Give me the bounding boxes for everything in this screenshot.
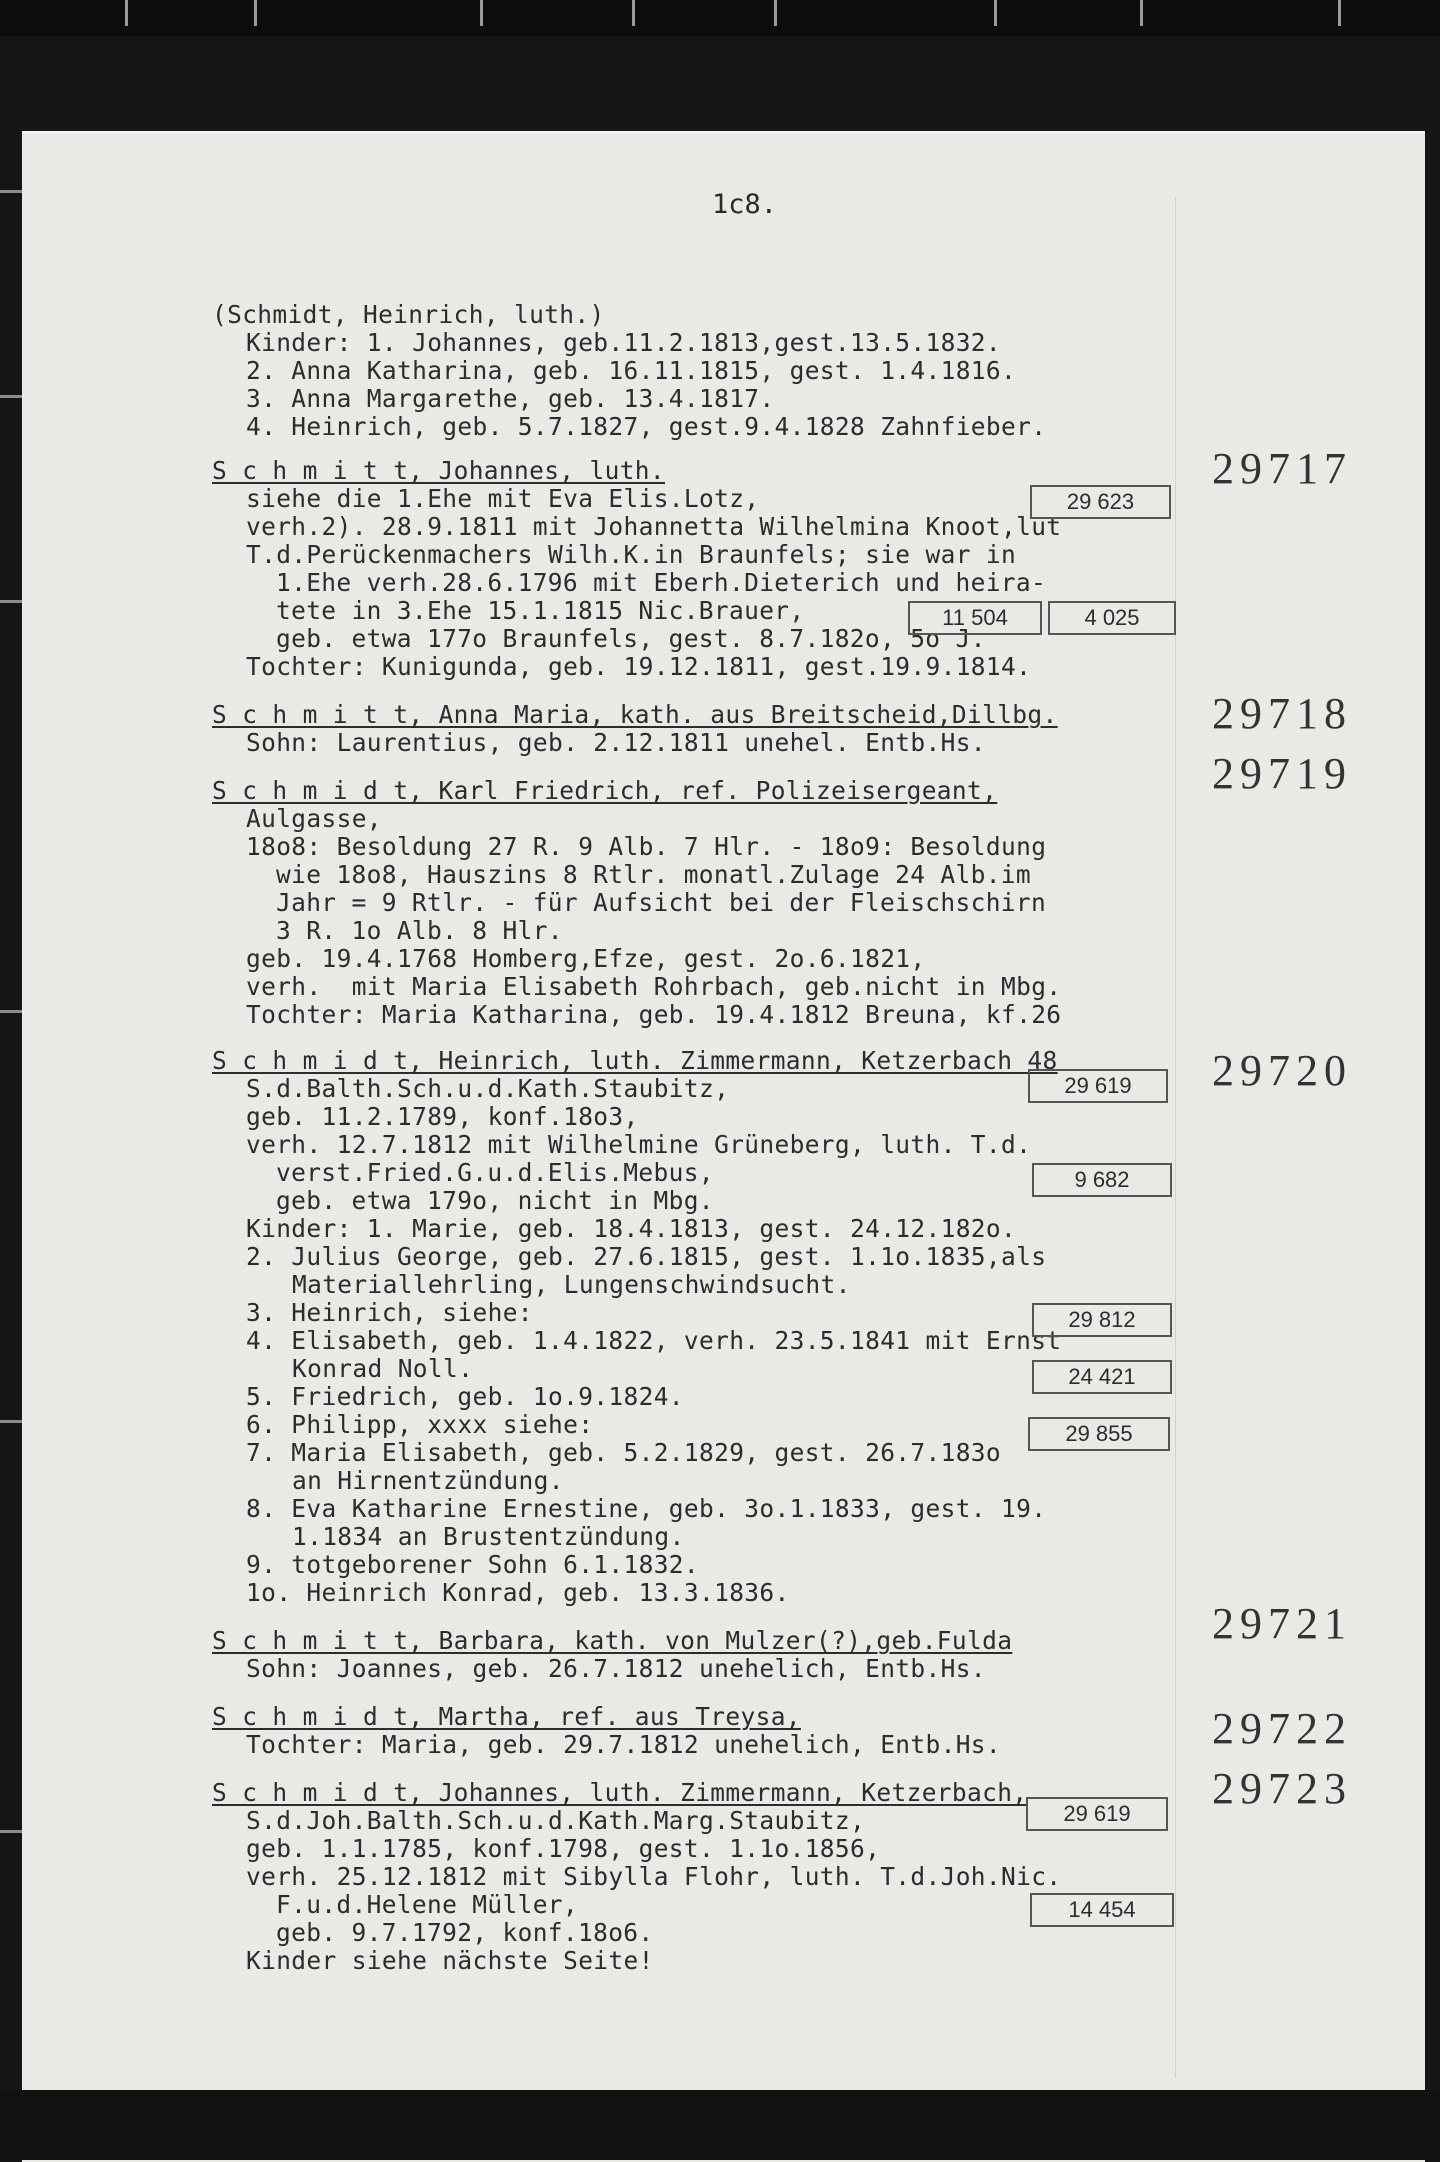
text-line: Konrad Noll. <box>292 1354 474 1383</box>
film-tick <box>774 0 777 26</box>
record-card <box>22 131 1425 2162</box>
film-tick <box>1338 0 1341 26</box>
film-tick <box>480 0 483 26</box>
text-line: 3. Anna Margarethe, geb. 13.4.1817. <box>246 384 775 413</box>
text-line: 7. Maria Elisabeth, geb. 5.2.1829, gest. 26.7.183o <box>246 1438 1002 1467</box>
record-number: 29719 <box>1212 749 1352 798</box>
cross-reference-box: 24 421 <box>1032 1360 1172 1394</box>
entry-heading: S c h m i t t, Johannes, luth. <box>212 456 666 485</box>
film-tick <box>125 0 128 26</box>
entry-heading: S c h m i d t, Karl Friedrich, ref. Polizeisergeant, <box>212 776 998 805</box>
text-line: Kinder: 1. Marie, geb. 18.4.1813, gest. 24.12.182o. <box>246 1214 1017 1243</box>
text-line: tete in 3.Ehe 15.1.1815 Nic.Brauer, <box>276 596 805 625</box>
text-line: geb. 9.7.1792, konf.18o6. <box>276 1918 654 1947</box>
text-line: 2. Julius George, geb. 27.6.1815, gest. 1.1o.1835,als <box>246 1242 1047 1271</box>
entry-heading: S c h m i d t, Heinrich, luth. Zimmermann, Ketzerbach 48 <box>212 1046 1058 1075</box>
record-number: 29717 <box>1212 444 1352 493</box>
text-line: T.d.Perückenmachers Wilh.K.in Braunfels; sie war in <box>246 540 1017 569</box>
text-line: Tochter: Kunigunda, geb. 19.12.1811, gest.19.9.1814. <box>246 652 1032 681</box>
text-line: geb. 11.2.1789, konf.18o3, <box>246 1102 639 1131</box>
text-line: Jahr = 9 Rtlr. - für Aufsicht bei der Fleischschirn <box>276 888 1047 917</box>
cross-reference-box: 29 619 <box>1026 1797 1168 1831</box>
text-line: 8. Eva Katharine Ernestine, geb. 3o.1.1833, gest. 19. <box>246 1494 1047 1523</box>
text-line: 5. Friedrich, geb. 1o.9.1824. <box>246 1382 684 1411</box>
cross-reference-box: 29 855 <box>1028 1417 1170 1451</box>
entry-heading: S c h m i t t, Anna Maria, kath. aus Breitscheid,Dillbg. <box>212 700 1058 729</box>
film-edge-mark <box>0 1010 22 1013</box>
cross-reference-box: 4 025 <box>1048 601 1176 635</box>
film-edge-mark <box>0 190 22 193</box>
text-line: geb. etwa 177o Braunfels, gest. 8.7.182o, 5o J. <box>276 624 986 653</box>
record-text <box>22 133 1425 2162</box>
cross-reference-box: 9 682 <box>1032 1163 1172 1197</box>
text-line: 9. totgeborener Sohn 6.1.1832. <box>246 1550 700 1579</box>
text-line: 18o8: Besoldung 27 R. 9 Alb. 7 Hlr. - 18o9: Besoldung <box>246 832 1047 861</box>
cross-reference-box: 29 812 <box>1032 1303 1172 1337</box>
record-number: 29720 <box>1212 1046 1352 1095</box>
film-tick <box>1140 0 1143 26</box>
text-line: geb. etwa 179o, nicht in Mbg. <box>276 1186 714 1215</box>
text-line: Tochter: Maria Katharina, geb. 19.4.1812 Breuna, kf.26 <box>246 1000 1062 1029</box>
text-line: Aulgasse, <box>246 804 382 833</box>
text-line: Kinder: 1. Johannes, geb.11.2.1813,gest.13.5.1832. <box>246 328 1002 357</box>
text-line: verh.2). 28.9.1811 mit Johannetta Wilhelmina Knoot,lut <box>246 512 1062 541</box>
text-line: 1.1834 an Brustentzündung. <box>292 1522 685 1551</box>
record-number: 29722 <box>1212 1704 1352 1753</box>
cross-reference-box: 11 504 <box>908 601 1042 635</box>
text-line: 4. Heinrich, geb. 5.7.1827, gest.9.4.1828 Zahnfieber. <box>246 412 1047 441</box>
film-tick <box>632 0 635 26</box>
text-line: Sohn: Joannes, geb. 26.7.1812 unehelich, Entb.Hs. <box>246 1654 986 1683</box>
text-line: S.d.Balth.Sch.u.d.Kath.Staubitz, <box>246 1074 730 1103</box>
text-line: siehe die 1.Ehe mit Eva Elis.Lotz, <box>246 484 760 513</box>
record-number: 29718 <box>1212 689 1352 738</box>
record-number: 29723 <box>1212 1764 1352 1813</box>
text-line: verst.Fried.G.u.d.Elis.Mebus, <box>276 1158 714 1187</box>
cross-reference-box: 29 623 <box>1030 485 1171 519</box>
text-line: F.u.d.Helene Müller, <box>276 1890 579 1919</box>
text-line: verh. 25.12.1812 mit Sibylla Flohr, luth. T.d.Joh.Nic. <box>246 1862 1062 1891</box>
text-line: 3 R. 1o Alb. 8 Hlr. <box>276 916 563 945</box>
record-number: 29721 <box>1212 1599 1352 1648</box>
text-line: (Schmidt, Heinrich, luth.) <box>212 300 605 329</box>
text-line: 2. Anna Katharina, geb. 16.11.1815, gest. 1.4.1816. <box>246 356 1017 385</box>
film-top-strip <box>0 0 1440 36</box>
film-edge-mark <box>0 1830 22 1833</box>
page-number: 1c8. <box>712 189 778 220</box>
text-line: wie 18o8, Hauszins 8 Rtlr. monatl.Zulage 24 Alb.im <box>276 860 1032 889</box>
text-line: geb. 19.4.1768 Homberg,Efze, gest. 2o.6.1821, <box>246 944 926 973</box>
text-line: 1o. Heinrich Konrad, geb. 13.3.1836. <box>246 1578 790 1607</box>
film-tick <box>994 0 997 26</box>
cross-reference-box: 29 619 <box>1028 1069 1168 1103</box>
text-line: 1.Ehe verh.28.6.1796 mit Eberh.Dieterich und heira- <box>276 568 1047 597</box>
text-line: Tochter: Maria, geb. 29.7.1812 unehelich, Entb.Hs. <box>246 1730 1002 1759</box>
film-tick <box>254 0 257 26</box>
text-line: Materiallehrling, Lungenschwindsucht. <box>292 1270 851 1299</box>
entry-heading: S c h m i d t, Johannes, luth. Zimmermann, Ketzerbach, <box>212 1778 1028 1807</box>
cross-reference-box: 14 454 <box>1030 1893 1174 1927</box>
entry-heading: S c h m i d t, Martha, ref. aus Treysa, <box>212 1702 801 1731</box>
film-edge-mark <box>0 600 22 603</box>
film-edge-mark <box>0 395 22 398</box>
text-line: S.d.Joh.Balth.Sch.u.d.Kath.Marg.Staubitz, <box>246 1806 866 1835</box>
entry-heading: S c h m i t t, Barbara, kath. von Mulzer(?),geb.Fulda <box>212 1626 1013 1655</box>
text-line: 6. Philipp, xxxx siehe: <box>246 1410 594 1439</box>
film-edge-mark <box>0 1420 22 1423</box>
text-line: verh. 12.7.1812 mit Wilhelmine Grüneberg, luth. T.d. <box>246 1130 1032 1159</box>
text-line: verh. mit Maria Elisabeth Rohrbach, geb.nicht in Mbg. <box>246 972 1062 1001</box>
text-line: an Hirnentzündung. <box>292 1466 564 1495</box>
text-line: geb. 1.1.1785, konf.1798, gest. 1.1o.1856, <box>246 1834 881 1863</box>
film-bottom-edge <box>0 2090 1440 2160</box>
text-line: Kinder siehe nächste Seite! <box>246 1946 654 1975</box>
text-line: 3. Heinrich, siehe: <box>246 1298 533 1327</box>
text-line: 4. Elisabeth, geb. 1.4.1822, verh. 23.5.1841 mit Ernst <box>246 1326 1062 1355</box>
text-line: Sohn: Laurentius, geb. 2.12.1811 unehel. Entb.Hs. <box>246 728 986 757</box>
